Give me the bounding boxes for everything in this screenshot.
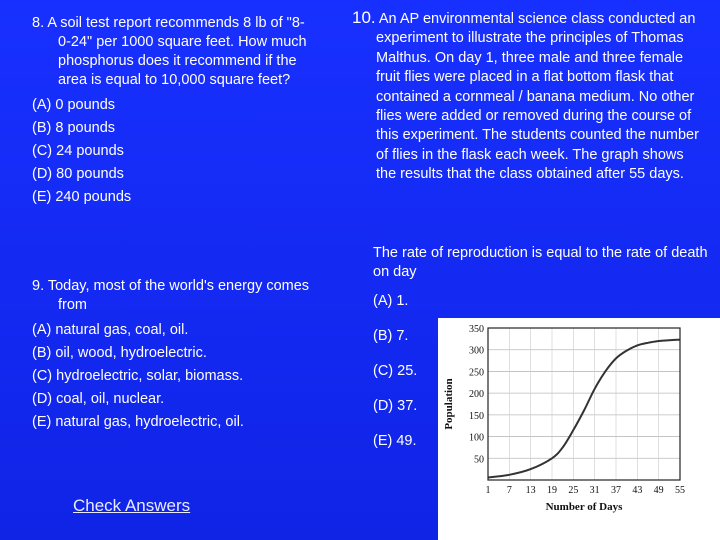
question-8: [32, 14, 312, 209]
y-axis-label: Population: [443, 378, 455, 430]
check-answers-link[interactable]: Check Answers: [73, 496, 191, 515]
question-10-prompt: The rate of reproduction is equal to the rate of death on day: [373, 245, 708, 280]
y-tick-label: 300: [469, 345, 484, 357]
q10-choice-b: (B) 7.: [373, 328, 409, 344]
q9-choice-b: (B) oil, wood, hydroelectric.: [32, 345, 207, 361]
x-tick-label: 1: [485, 485, 491, 496]
plot-frame: [488, 328, 680, 480]
q8-choice-b: (B) 8 pounds: [32, 120, 116, 136]
q9-choice-c: (C) hydroelectric, solar, biomass.: [32, 368, 244, 384]
y-tick-label: 250: [469, 367, 484, 379]
question-10-stem: [352, 8, 702, 185]
population-series-line: [488, 340, 680, 478]
y-tick-label: 50: [474, 454, 484, 466]
population-graph: [438, 318, 720, 540]
x-tick-label: 7: [506, 485, 512, 496]
y-tick-label: 350: [469, 324, 484, 335]
question-10-text: An AP environmental science class conducted an experiment to illustrate the principles of Thomas Malthus. On day 1, three male and three female fruit flies were placed in a flat bottom flask that contained a cornmeal / banana medium. No other flies were added or removed during the course of this experiment. The students counted the number of flies in the flask each week. The graph shows the results that the class obtained after 55 days.: [375, 11, 699, 183]
question-10-number: 10.: [352, 8, 376, 27]
q9-choice-a: (A) natural gas, coal, oil.: [32, 322, 189, 338]
x-tick-label: 55: [675, 485, 685, 496]
q8-choice-e: (E) 240 pounds: [32, 189, 132, 205]
q9-choice-d: (D) coal, oil, nuclear.: [32, 391, 165, 407]
q8-choice-d: (D) 80 pounds: [32, 166, 124, 182]
y-tick-label: 200: [469, 389, 484, 401]
q10-choice-c: (C) 25.: [373, 363, 418, 379]
population-chart: [438, 318, 720, 540]
y-tick-label: 100: [469, 432, 484, 444]
x-tick-label: 25: [568, 485, 579, 496]
x-tick-label: 13: [525, 485, 536, 496]
q8-choice-c: (C) 24 pounds: [32, 143, 124, 159]
q10-choice-d: (D) 37.: [373, 398, 418, 414]
x-tick-label: 37: [611, 485, 621, 496]
question-9-stem: 9. Today, most of the world's energy comes from: [32, 278, 310, 313]
question-9: [32, 277, 322, 434]
x-tick-label: 31: [589, 485, 600, 496]
question-10: [352, 8, 702, 185]
question-8-stem: 8. A soil test report recommends 8 lb of "8-0-24" per 1000 square feet. How much phosphorus does it recommend if the area is equal to 10,000 square feet?: [32, 15, 307, 88]
q8-choice-a: (A) 0 pounds: [32, 97, 116, 113]
y-tick-label: 150: [469, 410, 484, 422]
question-10-choices: [373, 288, 417, 463]
x-tick-label: 19: [547, 485, 557, 496]
q10-choice-a: (A) 1.: [373, 293, 409, 309]
x-tick-label: 49: [653, 485, 664, 496]
x-axis-label: Number of Days: [545, 501, 623, 513]
q9-choice-e: (E) natural gas, hydroelectric, oil.: [32, 414, 244, 430]
q10-choice-e: (E) 49.: [373, 433, 417, 449]
x-tick-label: 43: [632, 485, 643, 496]
